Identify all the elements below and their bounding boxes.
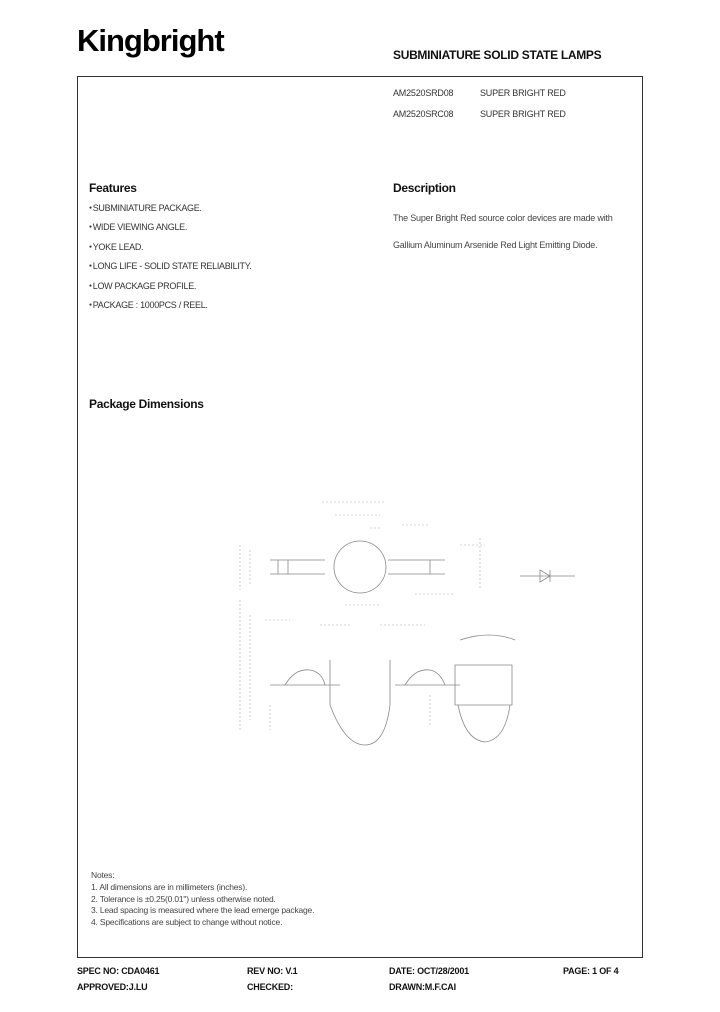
notes-heading: Notes: (91, 870, 115, 880)
features-list (89, 203, 252, 319)
note-item: 2. Tolerance is ±0.25(0.01") unless otherwise noted. (91, 893, 276, 904)
part-number-2: AM2520SRC08 (393, 109, 454, 119)
note-item: 3. Lead spacing is measured where the lead emerge package. (91, 905, 315, 916)
package-dimensions-heading: Package Dimensions (89, 397, 204, 411)
feature-item: ● YOKE LEAD. (89, 242, 252, 261)
feature-item: ● SUBMINIATURE PACKAGE. (89, 203, 252, 222)
drawn-by: DRAWN:M.F.CAI (389, 982, 456, 992)
kingbright-logo: Kingbright (77, 23, 224, 58)
part-color-1: SUPER BRIGHT RED (480, 88, 566, 98)
checked-by: CHECKED: (247, 982, 293, 992)
side-views (240, 600, 515, 745)
document-title: SUBMINIATURE SOLID STATE LAMPS (393, 48, 602, 62)
features-heading: Features (89, 181, 137, 195)
approved-by: APPROVED:J.LU (77, 982, 148, 992)
part-color-2: SUPER BRIGHT RED (480, 109, 566, 119)
top-view (240, 502, 485, 605)
feature-item: ● LONG LIFE - SOLID STATE RELIABILITY. (89, 261, 252, 280)
diode-symbol (520, 570, 575, 582)
date: DATE: OCT/28/2001 (389, 966, 469, 976)
feature-item: ● WIDE VIEWING ANGLE. (89, 222, 252, 241)
package-dimension-drawing (230, 490, 600, 755)
feature-item: ● PACKAGE : 1000PCS / REEL. (89, 300, 252, 319)
note-item: 4. Specifications are subject to change without notice. (91, 917, 283, 928)
description-heading: Description (393, 181, 456, 195)
page-number: PAGE: 1 OF 4 (563, 966, 619, 976)
description-text: The Super Bright Red source color devices are made with Gallium Aluminum Arsenide Red Light Emitting Diode. (393, 213, 613, 250)
part-number-1: AM2520SRD08 (393, 88, 454, 98)
revision-number: REV NO: V.1 (247, 966, 298, 976)
feature-item: ● LOW PACKAGE PROFILE. (89, 281, 252, 300)
notes-block (91, 870, 314, 929)
note-item: 1. All dimensions are in millimeters (inches). (91, 881, 248, 892)
spec-number: SPEC NO: CDA0461 (77, 966, 160, 976)
